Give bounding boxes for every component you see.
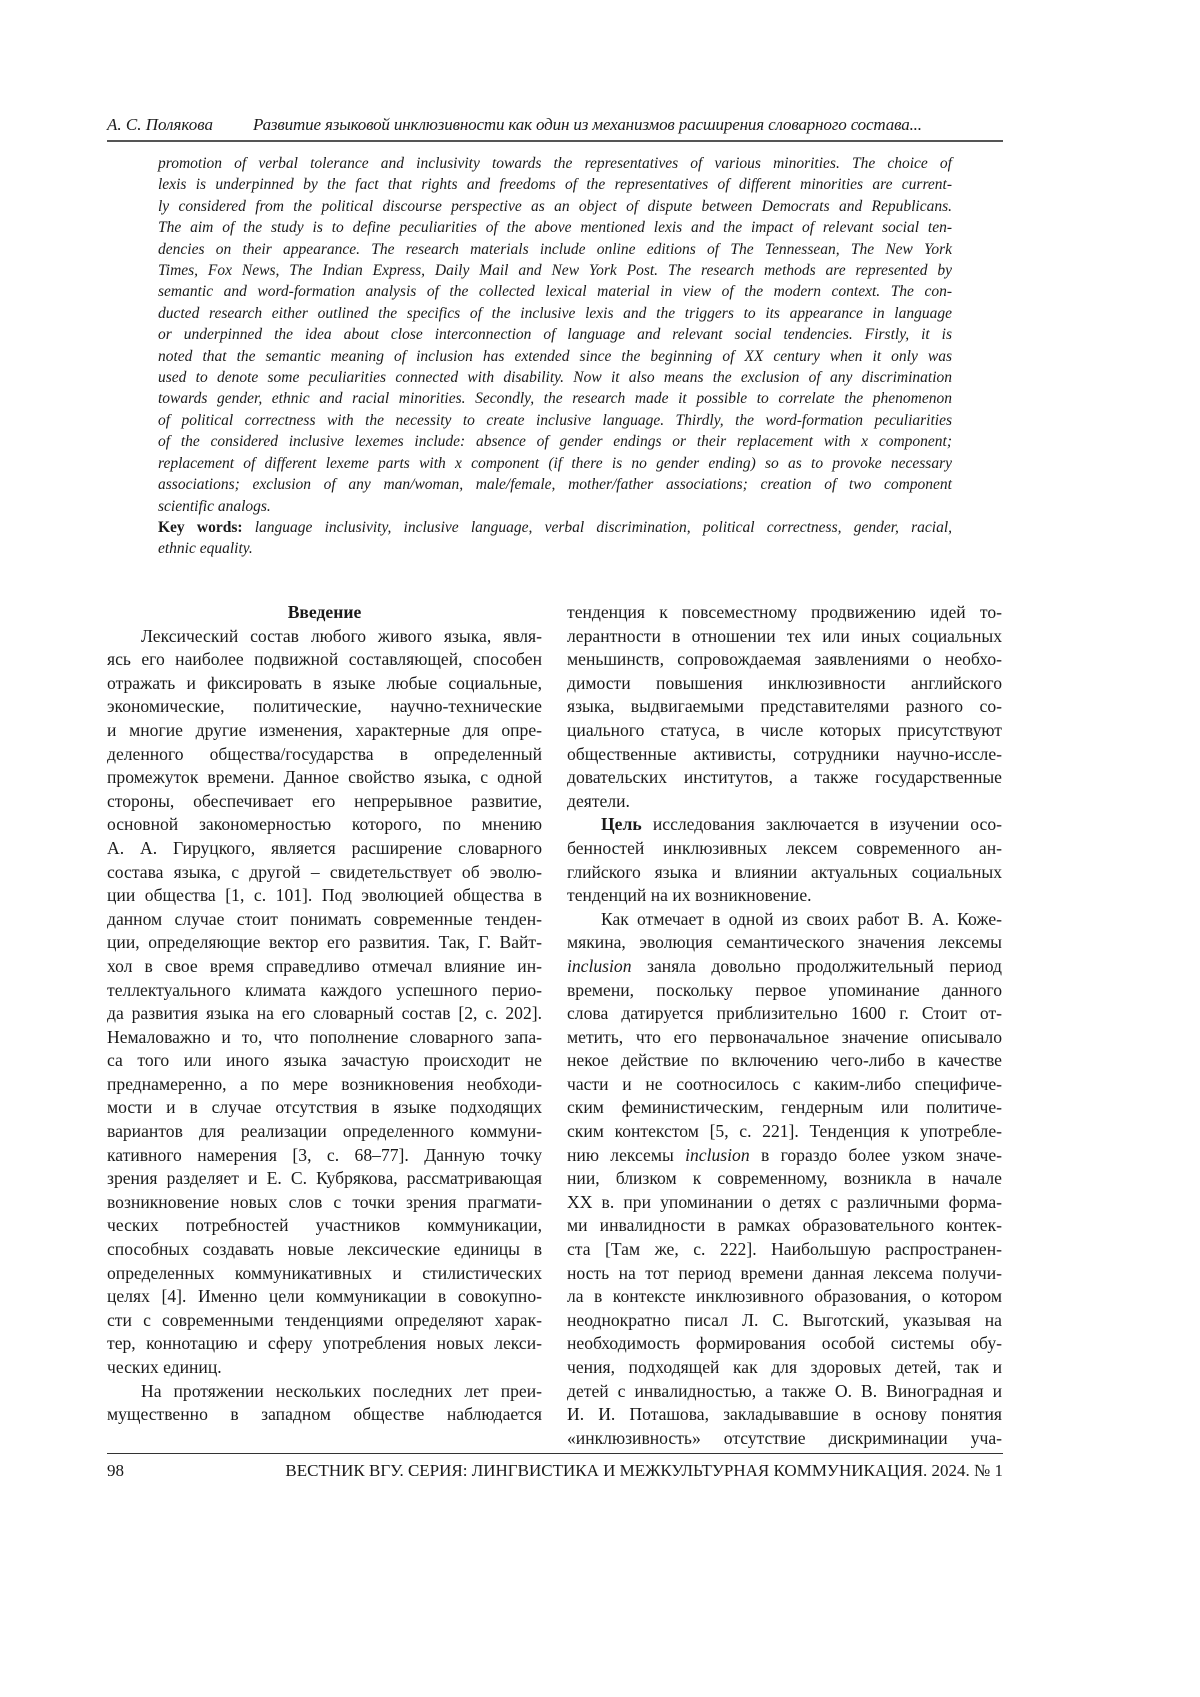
text-line: И. И. Поташова, закладывавшие в основу понятия (567, 1403, 1002, 1427)
text-line: хол в свое время справедливо отмечал влияние ин- (107, 955, 542, 979)
text-line: способных создавать новые лексические единицы в (107, 1238, 542, 1262)
text-line: The aim of the study is to define peculiarities of the above mentioned lexis and the impact of relevant social ten- (158, 217, 952, 238)
text-line: мости и в случае отсутствия в языке подходящих (107, 1096, 542, 1120)
text-line: некое действие по включению чего-либо в качестве (567, 1049, 1002, 1073)
text-line: тенденция к повсеместному продвижению идей то- (567, 601, 1002, 625)
text-line: XX в. при упоминании о детях с различными форма- (567, 1191, 1002, 1215)
italic-term: inclusion (685, 1145, 750, 1165)
text-line: На протяжении нескольких последних лет преи- (107, 1380, 542, 1404)
text-line: возникновение новых слов с точки зрения прагмати- (107, 1191, 542, 1215)
text-line: циального статуса, в числе которых присутствуют (567, 719, 1002, 743)
text-line: ции общества [1, с. 101]. Под эволюцией общества в (107, 884, 542, 908)
text-line: данном случае стоит понимать современные тенден- (107, 908, 542, 932)
text-line: ческих потребностей участников коммуникации, (107, 1214, 542, 1238)
text-line: общественные активисты, сотрудники научно-иссле- (567, 743, 1002, 767)
text-line: меньшинств, сопровождаемая заявлениями о необхо- (567, 648, 1002, 672)
text-line: ста [Там же, с. 222]. Наибольшую распространен- (567, 1238, 1002, 1262)
header-divider (107, 140, 1003, 142)
text-line: зрения разделяет и Е. С. Кубрякова, рассматривающая (107, 1167, 542, 1191)
text-line: ность на тот период времени данная лексема получи- (567, 1262, 1002, 1286)
text-line: необходимость формирования особой системы обу- (567, 1332, 1002, 1356)
text-line: времени, поскольку первое упоминание данного (567, 979, 1002, 1003)
text-line: тер, коннотацию и сферу употребления новых лекси- (107, 1332, 542, 1356)
text-line: и многие другие изменения, характерные для опре- (107, 719, 542, 743)
text-line: promotion of verbal tolerance and inclusivity towards the representatives of various minorities. The choice of (158, 153, 952, 174)
text-line: noted that the semantic meaning of inclusion has extended since the beginning of XX century when it only was (158, 346, 952, 367)
text-fragment: нию лексемы (567, 1145, 685, 1165)
text-line: ethnic equality. (158, 538, 952, 559)
text-line: части и не соотносилось с каким-либо специфиче- (567, 1073, 1002, 1097)
text-line: довательских институтов, а также государственные (567, 766, 1002, 790)
text-line: ясь его наиболее подвижной составляющей, способен (107, 648, 542, 672)
text-line: ческих единиц. (107, 1356, 542, 1380)
text-fragment: исследования заключается в изучении осо- (642, 814, 1002, 834)
text-line: or underpinned the idea about close interconnection of language and relevant social tendencies. Firstly, it is (158, 324, 952, 345)
text-line: глийского языка и влиянии актуальных социальных (567, 861, 1002, 885)
text-line: replacement of different lexeme parts with x component (if there is no gender ending) so as to provoke necessary (158, 453, 952, 474)
text-line: са того или иного языка зачастую происходит не (107, 1049, 542, 1073)
abstract (158, 153, 952, 560)
text-line: тенденций на их возникновение. (567, 884, 1002, 908)
bold-term: Key words: (158, 519, 243, 536)
text-line: ским контекстом [5, с. 221]. Тенденция к употребле- (567, 1120, 1002, 1144)
text-line: теллектуального климата каждого успешного перио- (107, 979, 542, 1003)
text-line: ским феминистическим, гендерным или политиче- (567, 1096, 1002, 1120)
text-line: детей с инвалидностью, а также О. В. Виноградная и (567, 1380, 1002, 1404)
text-fragment: в гораздо более узком значе- (750, 1145, 1002, 1165)
text-line: ми инвалидности в рамках образовательного контек- (567, 1214, 1002, 1238)
text-line (567, 813, 1002, 837)
text-line: определенных коммуникативных и стилистических (107, 1262, 542, 1286)
bold-term: Цель (601, 814, 642, 834)
text-line: of political correctness with the necessity to create inclusive language. Thirdly, the word-formation peculiarities (158, 410, 952, 431)
text-line: да развития языка на его словарный состав [2, с. 202]. (107, 1002, 542, 1026)
text-line: языка, выдвигаемыми представителями разного со- (567, 695, 1002, 719)
text-line: промежуток времени. Данное свойство языка, с одной (107, 766, 542, 790)
text-fragment: заняла довольно продолжительный период (632, 956, 1002, 976)
text-line: димости повышения инклюзивности английского (567, 672, 1002, 696)
journal-name: ВЕСТНИК ВГУ. СЕРИЯ: ЛИНГВИСТИКА И МЕЖКУЛЬТУРНАЯ КОММУНИКАЦИЯ. 2024. № 1 (285, 1461, 1003, 1481)
text-line: вариантов для реализации определенного коммуни- (107, 1120, 542, 1144)
text-line: кативного намерения [3, с. 68–77]. Данную точку (107, 1144, 542, 1168)
text-line: бенностей инклюзивных лексем современного ан- (567, 837, 1002, 861)
text-line: нии, близком к современному, возникла в начале (567, 1167, 1002, 1191)
text-line: «инклюзивность» отсутствие дискриминации уча- (567, 1427, 1002, 1451)
text-line: scientific analogs. (158, 496, 952, 517)
text-line: неоднократно писал Л. С. Выготский, указывая на (567, 1309, 1002, 1333)
text-line: деленного общества/государства в определенный (107, 743, 542, 767)
text-line: Лексический состав любого живого языка, явля- (107, 625, 542, 649)
text-line: ла в контексте инклюзивного образования, о котором (567, 1285, 1002, 1309)
text-line (158, 517, 952, 538)
text-line: основной закономерностью которого, по мнению (107, 813, 542, 837)
text-line: associations; exclusion of any man/woman, male/female, mother/father associations; creation of two component (158, 474, 952, 495)
text-line: ly considered from the political discourse perspective as an object of dispute between Democrats and Republicans. (158, 196, 952, 217)
text-line (567, 1144, 1002, 1168)
text-line: чения, подходящей как для здоровых детей, так и (567, 1356, 1002, 1380)
text-line: Немаловажно и то, что пополнение словарного запа- (107, 1026, 542, 1050)
text-line: А. А. Гируцкого, является расширение словарного (107, 837, 542, 861)
header-article-title: Развитие языковой инклюзивности как один из механизмов расширения словарного состава... (253, 115, 922, 135)
text-line: лерантности в отношении тех или иных социальных (567, 625, 1002, 649)
text-line: Times, Fox News, The Indian Express, Daily Mail and New York Post. The research methods are represented by (158, 260, 952, 281)
text-line: ции, определяющие вектор его развития. Так, Г. Вайт- (107, 931, 542, 955)
page-number: 98 (107, 1461, 124, 1481)
text-line: метить, что его первоначальное значение описывало (567, 1026, 1002, 1050)
section-heading: Введение (107, 601, 542, 625)
text-line: стороны, обеспечивает его непрерывное развитие, (107, 790, 542, 814)
text-line: сти с современными тенденциями определяют харак- (107, 1309, 542, 1333)
text-line (567, 955, 1002, 979)
text-line: used to denote some peculiarities connected with disability. Now it also means the exclusion of any discrimination (158, 367, 952, 388)
text-line: dencies on their appearance. The research materials include online editions of The Tennessean, The New York (158, 239, 952, 260)
text-line: экономические, политические, научно-технические (107, 695, 542, 719)
text-line: целях [4]. Именно цели коммуникации в совокупно- (107, 1285, 542, 1309)
text-line: слова датируется приблизительно 1600 г. Стоит от- (567, 1002, 1002, 1026)
text-line: lexis is underpinned by the fact that rights and freedoms of the representatives of different minorities are current- (158, 174, 952, 195)
text-line: отражать и фиксировать в языке любые социальные, (107, 672, 542, 696)
text-fragment: language inclusivity, inclusive language, verbal discrimination, political correctness, gender, racial, (243, 519, 952, 536)
italic-term: inclusion (567, 956, 632, 976)
text-line: Как отмечает в одной из своих работ В. А. Коже- (567, 908, 1002, 932)
text-line: towards gender, ethnic and racial minorities. Secondly, the research made it possible to correlate the phenomenon (158, 388, 952, 409)
text-line: деятели. (567, 790, 1002, 814)
text-line: ducted research either outlined the specifics of the inclusive lexis and the triggers to its appearance in language (158, 303, 952, 324)
text-line: of the considered inclusive lexemes include: absence of gender endings or their replacement with x component; (158, 431, 952, 452)
right-column (567, 601, 1002, 1450)
text-line: semantic and word-formation analysis of the collected lexical material in view of the modern context. The con- (158, 281, 952, 302)
text-line: преднамеренно, а по мере возникновения необходи- (107, 1073, 542, 1097)
footer-divider (107, 1453, 1003, 1454)
text-line: состава языка, с другой – свидетельствует об эволю- (107, 861, 542, 885)
text-line: мущественно в западном обществе наблюдается (107, 1403, 542, 1427)
text-line: мякина, эволюция семантического значения лексемы (567, 931, 1002, 955)
left-column (107, 601, 542, 1427)
header-author: А. С. Полякова (107, 115, 213, 135)
